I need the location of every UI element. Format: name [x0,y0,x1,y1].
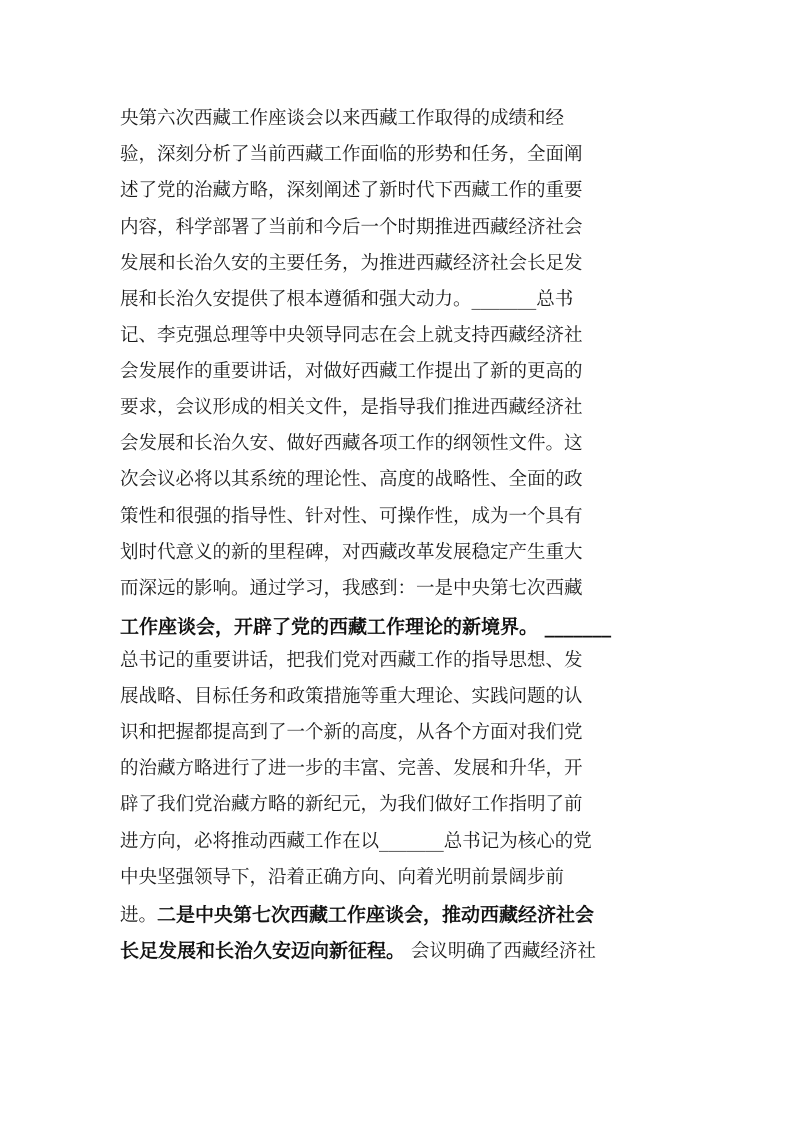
text-line: 而深远的影响。通过学习，我感到：一是中央第七次西藏 [120,578,583,599]
text-segment-bold: 长足发展和长治久安迈向新征程。 [120,940,406,962]
text-line: 识和把握都提高到了一个新的高度，从各个方面对我们党 [120,722,583,743]
text-line: 划时代意义的新的里程碑，对西藏改革发展稳定产生重大 [120,542,583,563]
text-line: 总书记的重要讲话，把我们党对西藏工作的指导思想、发 [120,650,583,671]
text-line: 的治藏方略进行了进一步的丰富、完善、发展和升华，开 [120,758,583,779]
text-line: 展和长治久安提供了根本遵循和强大动力。_______总书 [120,289,574,310]
text-line: 次会议必将以其系统的理论性、高度的战略性、全面的政 [120,469,583,490]
text-line-bold-heading: 工作座谈会，开辟了党的西藏工作理论的新境界。 _______ [120,616,612,638]
text-segment-bold: 二是中央第七次西藏工作座谈会，推动西藏经济社会 [157,904,595,926]
text-line: 验，深刻分析了当前西藏工作面临的形势和任务，全面阐 [120,144,583,165]
text-line: 进方向，必将推动西藏工作在以_______总书记为核心的党 [120,831,592,852]
text-line: 央第六次西藏工作座谈会以来西藏工作取得的成绩和经 [120,108,565,129]
text-segment: 会议明确了西藏经济社 [405,941,596,962]
text-line-mixed [120,933,596,969]
text-line: 策性和很强的指导性、针对性、可操作性，成为一个具有 [120,506,583,527]
text-line: 辟了我们党治藏方略的新纪元，为我们做好工作指明了前 [120,794,583,815]
text-line: 要求，会议形成的相关文件，是指导我们推进西藏经济社 [120,397,583,418]
text-line: 中央坚强领导下，沿着正确方向、向着光明前景阔步前 [120,867,565,888]
text-line: 会发展和长治久安、做好西藏各项工作的纲领性文件。这 [120,433,583,454]
text-line: 记、李克强总理等中央领导同志在会上就支持西藏经济社 [120,325,583,346]
text-segment: 进。 [120,905,158,926]
text-line: 展战略、目标任务和政策措施等重大理论、实践问题的认 [120,686,583,707]
text-line: 发展和长治久安的主要任务，为推进西藏经济社会长足发 [120,253,583,274]
text-line-mixed [120,897,594,933]
text-line: 内容，科学部署了当前和今后一个时期推进西藏经济社会 [120,217,583,238]
text-line: 述了党的治藏方略，深刻阐述了新时代下西藏工作的重要 [120,180,583,201]
text-line: 会发展作的重要讲话，对做好西藏工作提出了新的更高的 [120,361,583,382]
